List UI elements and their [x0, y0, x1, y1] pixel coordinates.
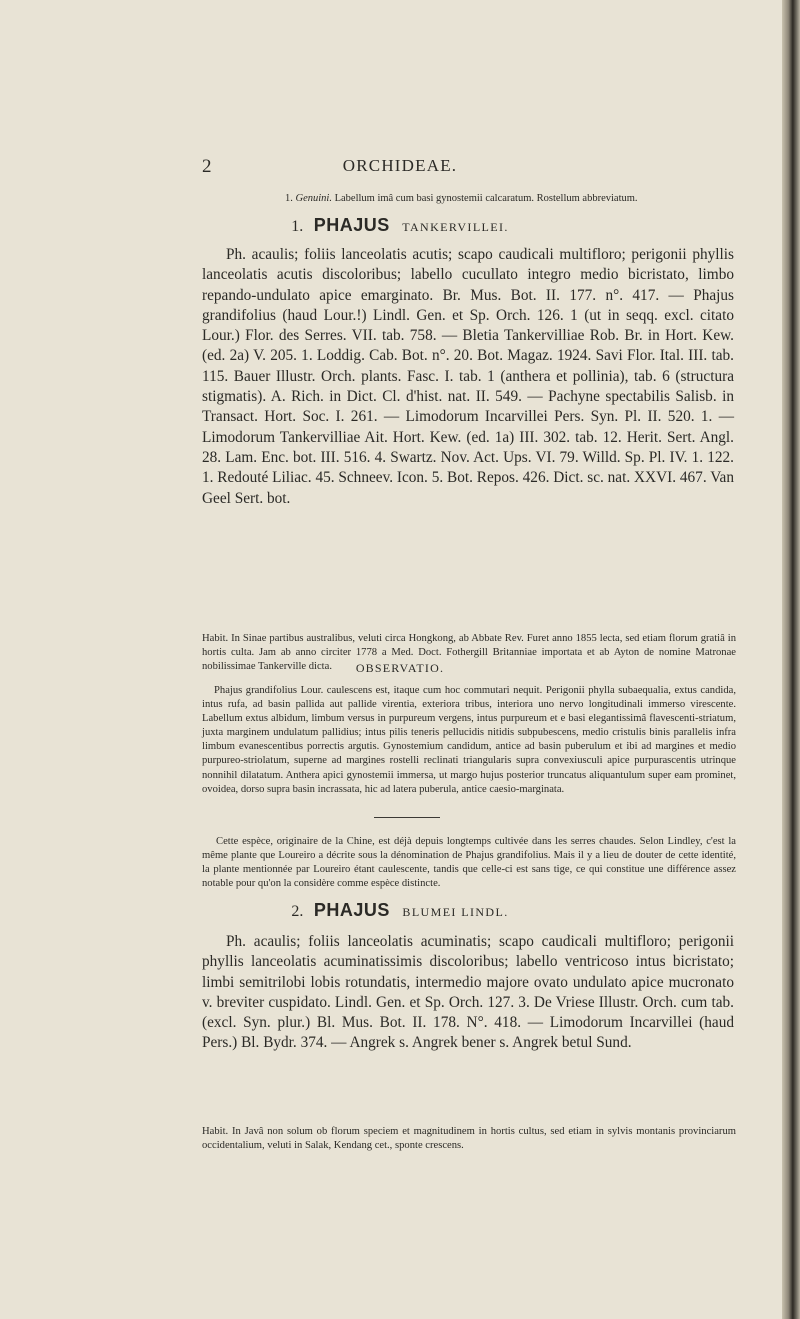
species-2-genus: PHAJUS — [313, 900, 390, 920]
species-2-habit — [202, 1125, 736, 1153]
observatio — [202, 684, 736, 797]
species-1-habit-text: Habit. In Sinae partibus australibus, veluti circa Hongkong, ab Abbate Rev. Furet anno 1855 lecta, sed etiam florum gratiâ in hortis culta. Jam ab anno circiter 1778 a Med. Doct. Fothergill Britanniae importata et ab Ayton de nomine Matronae nobilissimae Tankerville dicta. — [202, 633, 736, 673]
observatio-heading: OBSERVATIO. — [355, 661, 445, 675]
species-1-number: 1. — [291, 218, 304, 235]
separator-rule — [374, 817, 440, 818]
species-2-description-text: Ph. acaulis; foliis lanceolatis acuminatis; scapo caudicali multifloro; perigonii phyllis lanceolatis acuminatissimis discoloribus; labello ventricoso intus bicristato; limbi semitrilobi lobis rotundatis, intermedio majore ovato undulato apice mucronato v. breviter cuspidato. Lindl. Gen. et Sp. Orch. 127. 3. De Vriese Illustr. Orch. cum tab. (excl. Syn. plur.) Bl. Mus. Bot. II. 178. N°. 418. — Limodorum Incarvillei (haud Pers.) Bl. Bydr. 374. — Angrek s. Angrek bener s. Angrek betul Sund. — [202, 933, 734, 1052]
species-1-genus: PHAJUS — [313, 215, 390, 235]
species-1-epithet: TANKERVILLEI. — [402, 220, 509, 234]
section-note-number: 1. — [285, 193, 293, 204]
running-header: ORCHIDEAE. — [342, 156, 458, 175]
section-note-text: Labellum imâ cum basi gynostemii calcaratum. Rostellum abbreviatum. — [334, 193, 638, 204]
species-2-epithet: BLUMEI LINDL. — [402, 905, 509, 919]
species-2-number: 2. — [291, 903, 304, 920]
species-1-description-text: Ph. acaulis; foliis lanceolatis acutis; scapo caudicali multifloro; perigonii phyllis lanceolatis acutis discoloribus; labello cucullato integro medio bicristato, limbo repando-undulato apice emarginato. Br. Mus. Bot. II. 177. n°. 417. — Phajus grandifolius (haud Lour.!) Lindl. Gen. et Sp. Orch. 126. 1 (ut in seqq. excl. citato Lour.) Flor. des Serres. VII. tab. 758. — Bletia Tankervilliae Rob. Br. in Hort. Kew. (ed. 2a) V. 205. 1. Loddig. Cab. Bot. n°. 20. Bot. Magaz. 1924. Savi Flor. Ital. III. tab. 115. Bauer Illustr. Orch. plants. Fasc. I. tab. 1 (anthera et pollinia), tab. 6 (structura stigmatis). A. Rich. in Dict. Cl. d'hist. nat. II. 549. — Pachyne spectabilis Salisb. in Transact. Hort. Soc. I. 261. — Limodorum Incarvillei Pers. Syn. Pl. II. 520. 1. — Limodorum Tankervilliae Ait. Hort. Kew. (ed. 1a) III. 302. tab. 12. Herit. Sert. Angl. 28. Lam. Enc. bot. III. 516. 4. Swartz. Nov. Act. Ups. VI. 79. Willd. Sp. Pl. IV. 1. 122. 1. Redouté Liliac. 45. Schneev. Icon. 5. Bot. Repos. 426. Dict. sc. nat. XXVI. 467. Van Geel Sert. bot. — [202, 246, 734, 507]
species-1-title — [0, 215, 800, 236]
page-number: 2 — [202, 156, 212, 177]
section-note — [285, 193, 638, 204]
french-note-text: Cette espèce, originaire de la Chine, est déjà depuis longtemps cultivée dans les serres chaudes. Selon Lindley, c'est la même plante que Loureiro a décrite sous la dénomination de Phajus grandifolius. Mais il y a lieu de douter de cette identité, la plante mentionnée par Loureiro étant caulescente, tandis que celle-ci est sans tige, ce qui constitue une différence assez notable pour qu'on la considère comme espèce distincte. — [202, 836, 736, 890]
species-2-habit-text: Habit. In Javâ non solum ob florum speciem et magnitudinem in hortis cultus, sed etiam in sylvis montanis provinciarum occidentalium, veluti in Salak, Kendang cet., sponte crescens. — [202, 1126, 736, 1152]
section-note-label: Genuini. — [295, 193, 332, 204]
species-1-description — [202, 245, 734, 509]
french-note — [202, 835, 736, 891]
species-2-title — [0, 900, 800, 921]
species-2-description — [202, 932, 734, 1054]
book-spine-edge — [782, 0, 800, 1319]
observatio-text: Phajus grandifolius Lour. caulescens est, itaque cum hoc commutari nequit. Perigonii phylla subaequalia, extus candida, intus rufa, ad basin pallida aut pallide virentia, exteriora tribus, interiora uno nervo longitudinali immerso virescente. Labellum extus albidum, limbum versus in purpureum vergens, intus purpureum et e basi elegantissimâ flavescenti-striatum, juxta marginem undulatum pallidius; intus pilis teneris pellucidis nitidis subpubescens, medio cristulis binis parallelis infra limbum evanescentibus porrectis argutis. Gynostemium candidum, antice ad basin puberulum et ibi ad margines et medio purpureo-striolatum, superne ad margines rostelli reclinati triangularis supra convexiusculi apice purpurascentis utrinque nonnihil dilatatum. Anthera apici gynostemii immersa, ut margo hujus posterior truncatus aliquantulum super eam prominet, ovoidea, dorso supra basin incrassata, hic ad latera puberula, antice caesio-marginata. — [202, 685, 736, 795]
